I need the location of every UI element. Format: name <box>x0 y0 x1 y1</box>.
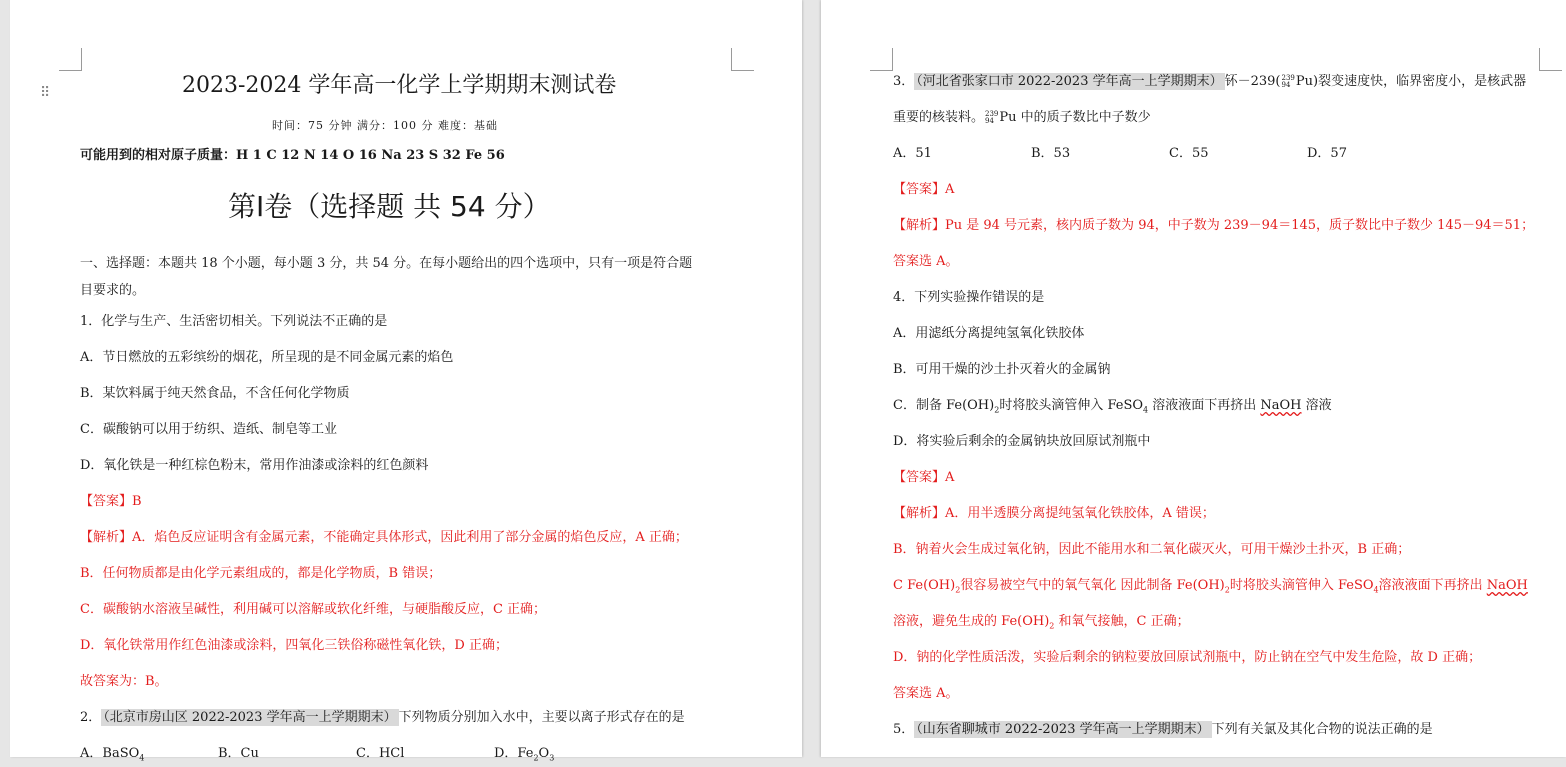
q3-stem-line-2: 重要的核装料。239 94 Pu 中的质子数比中子数少 <box>893 109 1151 125</box>
q1-answer: 【答案】B <box>80 494 142 509</box>
q2-option-a: A．BaSO$_4$ <box>80 746 145 763</box>
q3-number: 3． <box>893 74 915 89</box>
q5-stem-line <box>893 722 1433 738</box>
q4-option-c: C．制备 $Fe(OH)_2$时将胶头滴管伸入 FeSO$_4$ 溶液液面下再挤出 NaOH 溶液 <box>893 398 1332 415</box>
q4-conclusion: 答案选 A。 <box>893 686 959 701</box>
page-right <box>821 0 1566 757</box>
q4-analysis-3: C $Fe(OH)_2$很容易被空气中的氧气氧化 因此制备 $Fe(OH)_2$时将胶头滴管伸入 FeSO$_4$溶液液面下再挤出 NaOH <box>893 578 1528 595</box>
q1-option-b: B．某饮料属于纯天然食品，不含任何化学物质 <box>80 386 350 401</box>
q2-option-b: B．Cu <box>218 746 259 761</box>
q1-conclusion: 故答案为：B。 <box>80 674 168 689</box>
q1-analysis-3: C．碳酸钠水溶液呈碱性，利用碱可以溶解或软化纤维，与硬脂酸反应，C 正确； <box>80 602 547 617</box>
q4-option-b: B．可用干燥的沙土扑灭着火的金属钠 <box>893 362 1111 377</box>
margin-corner-top-left <box>870 48 893 71</box>
document-title: 2023-2024 学年高一化学上学期期末测试卷 <box>182 73 617 98</box>
q2-source-tag: （北京市房山区 2022-2023 学年高一上学期期末） <box>103 710 397 725</box>
q3-stem-line: 3． （河北省张家口市 2022-2023 学年高一上学期期末） 钚－239(239 94 Pu)裂变速度快，临界密度小，是核武器 <box>893 73 1527 89</box>
q3-conclusion: 答案选 A。 <box>893 254 959 269</box>
isotope-notation: 239 94 <box>985 109 999 125</box>
exam-meta: 时间：75 分钟 满分：100 分 难度：基础 <box>272 119 498 132</box>
q4-option-d: D．将实验后剩余的金属钠块放回原试剂瓶中 <box>893 434 1151 449</box>
isotope-notation: 239 94 <box>1281 73 1295 89</box>
margin-corner-top-right <box>731 48 754 71</box>
q4-stem: 4．下列实验操作错误的是 <box>893 290 1045 305</box>
q5-stem: 下列有关氯及其化合物的说法正确的是 <box>1211 722 1433 737</box>
q3-option-a: A．51 <box>893 146 932 161</box>
q3-option-d: D．57 <box>1307 146 1347 161</box>
q3-source-tag: （河北省张家口市 2022-2023 学年高一上学期期末） <box>916 74 1223 89</box>
q4-analysis-2: B．钠着火会生成过氧化钠，因此不能用水和二氧化碳灭火，可用干燥沙土扑灭，B 正确； <box>893 542 1411 557</box>
q1-option-d: D．氧化铁是一种红棕色粉末，常用作油漆或涂料的红色颜料 <box>80 458 429 473</box>
q2-option-c: C．HCl <box>356 746 405 761</box>
q2-stem: 下列物质分别加入水中，主要以离子形式存在的是 <box>398 710 685 725</box>
q1-analysis-1: 【解析】A．焰色反应证明含有金属元素，不能确定具体形式，因此利用了部分金属的焰色反应，A 正确； <box>80 530 688 545</box>
spellcheck-underline: NaOH <box>1260 398 1302 413</box>
drag-handle-icon[interactable]: ⠿ <box>40 85 51 101</box>
q3-stem-pre: 钚－239( <box>1224 74 1281 89</box>
page-left <box>10 0 802 763</box>
q4-answer: 【答案】A <box>893 470 955 485</box>
q4-analysis-4: 溶液，避免生成的 $Fe(OH)_2$ 和氧气接触，C 正确； <box>893 614 1190 631</box>
q3-option-c: C．55 <box>1169 146 1209 161</box>
q3-answer: 【答案】A <box>893 182 955 197</box>
q5-number: 5． <box>893 722 915 737</box>
margin-corner-top-right <box>1539 48 1562 71</box>
q4-analysis-5: D．钠的化学性质活泼，实验后剩余的钠粒要放回原试剂瓶中，防止钠在空气中发生危险，故 D 正确； <box>893 650 1482 665</box>
q4-option-a: A．用滤纸分离提纯氢氧化铁胶体 <box>893 326 1085 341</box>
q3-option-b: B．53 <box>1031 146 1071 161</box>
q3-analysis: 【解析】Pu 是 94 号元素，核内质子数为 94，中子数为 239－94＝145，质子数比中子数少 145－94＝51； <box>893 218 1535 233</box>
section-intro: 一、选择题：本题共 18 个小题，每小题 3 分，共 54 分。在每小题给出的四个选项中，只有一项是符合题 <box>80 256 693 271</box>
q2-number: 2． <box>80 710 102 725</box>
q2-stem-line <box>80 710 685 726</box>
section-intro-cont: 目要求的。 <box>80 283 146 298</box>
q5-source-tag: （山东省聊城市 2022-2023 学年高一上学期期末） <box>916 722 1210 737</box>
q4-analysis-1: 【解析】A．用半透膜分离提纯氢氧化铁胶体，A 错误； <box>893 506 1215 521</box>
spellcheck-underline: NaOH <box>1486 578 1528 593</box>
part-title: 第Ⅰ卷（选择题 共 54 分） <box>228 190 551 223</box>
atomic-mass-line: 可能用到的相对原子质量：H 1 C 12 N 14 O 16 Na 23 S 32 Fe 56 <box>80 148 505 163</box>
q2-option-d: D．$Fe_2O_3$ <box>494 746 555 763</box>
q1-analysis-4: D．氧化铁常用作红色油漆或涂料，四氧化三铁俗称磁性氧化铁，D 正确； <box>80 638 508 653</box>
q1-option-c: C．碳酸钠可以用于纺织、造纸、制皂等工业 <box>80 422 337 437</box>
q1-option-a: A．节日燃放的五彩缤纷的烟花，所呈现的是不同金属元素的焰色 <box>80 350 454 365</box>
q1-analysis-2: B．任何物质都是由化学元素组成的，都是化学物质，B 错误； <box>80 566 442 581</box>
margin-corner-top-left <box>59 48 82 71</box>
q1-stem: 1．化学与生产、生活密切相关。下列说法不正确的是 <box>80 314 388 329</box>
q3-stem-post: )裂变速度快，临界密度小，是核武器 <box>1313 74 1527 89</box>
